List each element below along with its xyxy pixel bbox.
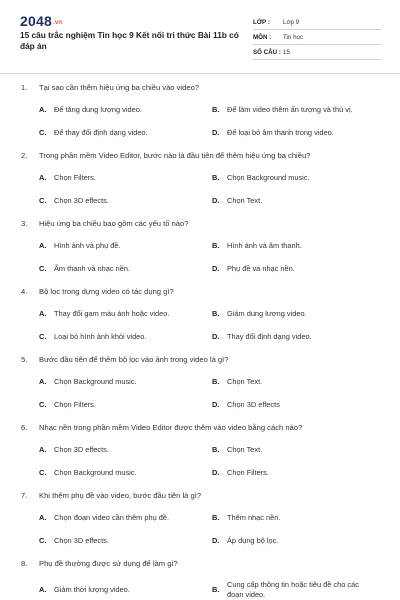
option-text: Chọn 3D effects <box>227 400 280 409</box>
option-c[interactable] <box>39 128 148 137</box>
option-b[interactable] <box>212 377 262 386</box>
option-text: Chọn Text. <box>227 377 263 386</box>
option-text: Chọn Filters. <box>54 173 96 182</box>
option-d[interactable] <box>212 468 269 477</box>
option-text: Âm thanh và nhạc nền. <box>54 264 131 273</box>
option-text: Chọn Text. <box>227 196 263 205</box>
option-text: Áp dụng bộ lọc. <box>227 536 279 545</box>
option-letter: B. <box>212 173 220 182</box>
option-d[interactable] <box>212 196 262 205</box>
meta-info <box>253 15 381 60</box>
question-text <box>21 219 188 228</box>
option-text: Giảm thời lượng video. <box>54 585 130 594</box>
question-number: 7. <box>21 491 28 500</box>
meta-key: MÔN : <box>253 33 272 41</box>
option-letter: A. <box>39 309 47 318</box>
option-text: Thêm nhạc nền. <box>227 513 281 522</box>
option-text: Chọn Text. <box>227 445 263 454</box>
option-letter: A. <box>39 173 47 182</box>
question-number: 6. <box>21 423 28 432</box>
option-text: Để thay đổi định dạng video. <box>54 128 148 137</box>
option-text: Hình ảnh và âm thanh. <box>227 241 302 250</box>
option-text: Chọn đoạn video cần thêm phụ đề. <box>54 513 170 522</box>
question-number: 8. <box>21 559 28 568</box>
question-prompt: Tại sao cần thêm hiệu ứng ba chiều vào video? <box>39 83 200 92</box>
document-title: 15 câu trắc nghiệm Tin học 9 Kết nối tri thức Bài 11b có đáp án <box>20 30 239 51</box>
option-letter: A. <box>39 105 47 114</box>
question-text <box>21 151 310 160</box>
option-text: Chọn Filters. <box>54 400 96 409</box>
option-c[interactable] <box>39 264 130 273</box>
option-text: Để loại bỏ âm thanh trong video. <box>227 128 334 137</box>
option-d[interactable] <box>212 400 280 409</box>
option-letter: C. <box>39 468 47 477</box>
option-c[interactable] <box>39 400 96 409</box>
option-text: Thay đổi gam màu ảnh hoặc video. <box>54 309 170 318</box>
option-c[interactable] <box>39 536 109 545</box>
option-text: Loại bỏ hình ảnh khỏi video. <box>54 332 147 341</box>
option-text: Giảm dung lượng video. <box>227 309 307 318</box>
option-text: Chọn 3D effects. <box>54 445 109 454</box>
meta-value: 15 <box>283 48 290 56</box>
question-prompt: Phụ đề thường được sử dụng để làm gì? <box>39 559 178 568</box>
option-letter: B. <box>212 377 220 386</box>
option-letter: D. <box>212 128 220 137</box>
option-letter: A. <box>39 585 47 594</box>
question-prompt: Khi thêm phụ đề vào video, bước đầu tiên là gì? <box>39 491 202 500</box>
option-b[interactable] <box>212 241 302 250</box>
option-letter: B. <box>212 585 220 594</box>
option-text: Để làm video thêm ấn tượng và thú vị. <box>227 105 353 114</box>
option-letter: D. <box>212 332 220 341</box>
option-text: Chọn Background music. <box>54 468 137 477</box>
question-text <box>21 83 199 92</box>
option-letter: C. <box>39 332 47 341</box>
option-a[interactable] <box>39 377 137 386</box>
option-b[interactable] <box>212 580 375 600</box>
question-prompt: Bộ lọc trong dựng video có tác dụng gì? <box>39 287 174 296</box>
option-letter: C. <box>39 536 47 545</box>
option-d[interactable] <box>212 128 334 137</box>
option-letter: B. <box>212 309 220 318</box>
option-text: Để tăng dung lượng video. <box>54 105 142 114</box>
option-b[interactable] <box>212 309 307 318</box>
header-divider <box>0 73 400 74</box>
option-letter: C. <box>39 264 47 273</box>
option-b[interactable] <box>212 445 262 454</box>
option-text: Chọn 3D effects. <box>54 536 109 545</box>
option-letter: D. <box>212 264 220 273</box>
option-letter: A. <box>39 513 47 522</box>
option-letter: D. <box>212 196 220 205</box>
option-b[interactable] <box>212 173 310 182</box>
option-letter: C. <box>39 400 47 409</box>
option-b[interactable] <box>212 513 280 522</box>
option-b[interactable] <box>212 105 353 114</box>
meta-row-subject <box>253 30 381 45</box>
option-c[interactable] <box>39 332 146 341</box>
question-prompt: Nhạc nền trong phần mềm Video Editor được thêm vào video bằng cách nào? <box>39 423 303 432</box>
option-c[interactable] <box>39 468 137 477</box>
logo-text: 2048 <box>20 13 52 29</box>
option-text: Phụ đề và nhạc nền. <box>227 264 295 273</box>
option-letter: B. <box>212 105 220 114</box>
option-c[interactable] <box>39 196 109 205</box>
option-a[interactable] <box>39 173 96 182</box>
option-a[interactable] <box>39 445 109 454</box>
question-text <box>21 287 174 296</box>
question-text <box>21 355 228 364</box>
option-text: Hình ảnh và phụ đề. <box>54 241 121 250</box>
meta-row-count <box>253 45 381 60</box>
option-d[interactable] <box>212 264 295 273</box>
question-number: 1. <box>21 83 28 92</box>
option-letter: A. <box>39 377 47 386</box>
option-text: Chọn Background music. <box>54 377 137 386</box>
meta-row-grade <box>253 15 381 30</box>
option-letter: D. <box>212 468 220 477</box>
option-text: Chọn 3D effects. <box>54 196 109 205</box>
option-a[interactable] <box>39 585 130 594</box>
option-text: Chọn Background music. <box>227 173 310 182</box>
option-a[interactable] <box>39 241 121 250</box>
option-letter: B. <box>212 241 220 250</box>
question-prompt: Bước đầu tiên để thêm bộ lọc vào ảnh trong video là gì? <box>39 355 229 364</box>
question-number: 2. <box>21 151 28 160</box>
document-header <box>0 0 400 70</box>
question-prompt: Hiệu ứng ba chiều bao gồm các yếu tố nào? <box>39 219 189 228</box>
option-text: Thay đổi định dạng video. <box>227 332 312 341</box>
option-letter: D. <box>212 400 220 409</box>
option-a[interactable] <box>39 105 142 114</box>
site-logo[interactable] <box>20 13 62 29</box>
option-text: Cung cấp thông tin hoặc tiêu đề cho các đoạn video. <box>227 580 359 599</box>
option-a[interactable] <box>39 513 169 522</box>
option-letter: A. <box>39 241 47 250</box>
option-letter: A. <box>39 445 47 454</box>
question-text <box>21 491 201 500</box>
meta-key: SỐ CÂU : <box>253 48 281 56</box>
option-letter: D. <box>212 536 220 545</box>
option-d[interactable] <box>212 332 312 341</box>
question-text <box>21 423 302 432</box>
question-number: 4. <box>21 287 28 296</box>
question-text <box>21 559 178 568</box>
question-number: 5. <box>21 355 28 364</box>
question-prompt: Trong phần mềm Video Editor, bước nào là đầu tiên để thêm hiệu ứng ba chiều? <box>39 151 311 160</box>
option-letter: C. <box>39 196 47 205</box>
option-text: Chọn Filters. <box>227 468 269 477</box>
option-a[interactable] <box>39 309 169 318</box>
meta-key: LỚP : <box>253 18 270 26</box>
meta-value: Lớp 9 <box>283 18 300 26</box>
option-letter: C. <box>39 128 47 137</box>
option-letter: B. <box>212 445 220 454</box>
question-number: 3. <box>21 219 28 228</box>
logo-suffix: .vn <box>52 20 63 26</box>
option-d[interactable] <box>212 536 278 545</box>
meta-value: Tin học <box>283 33 304 41</box>
option-letter: B. <box>212 513 220 522</box>
